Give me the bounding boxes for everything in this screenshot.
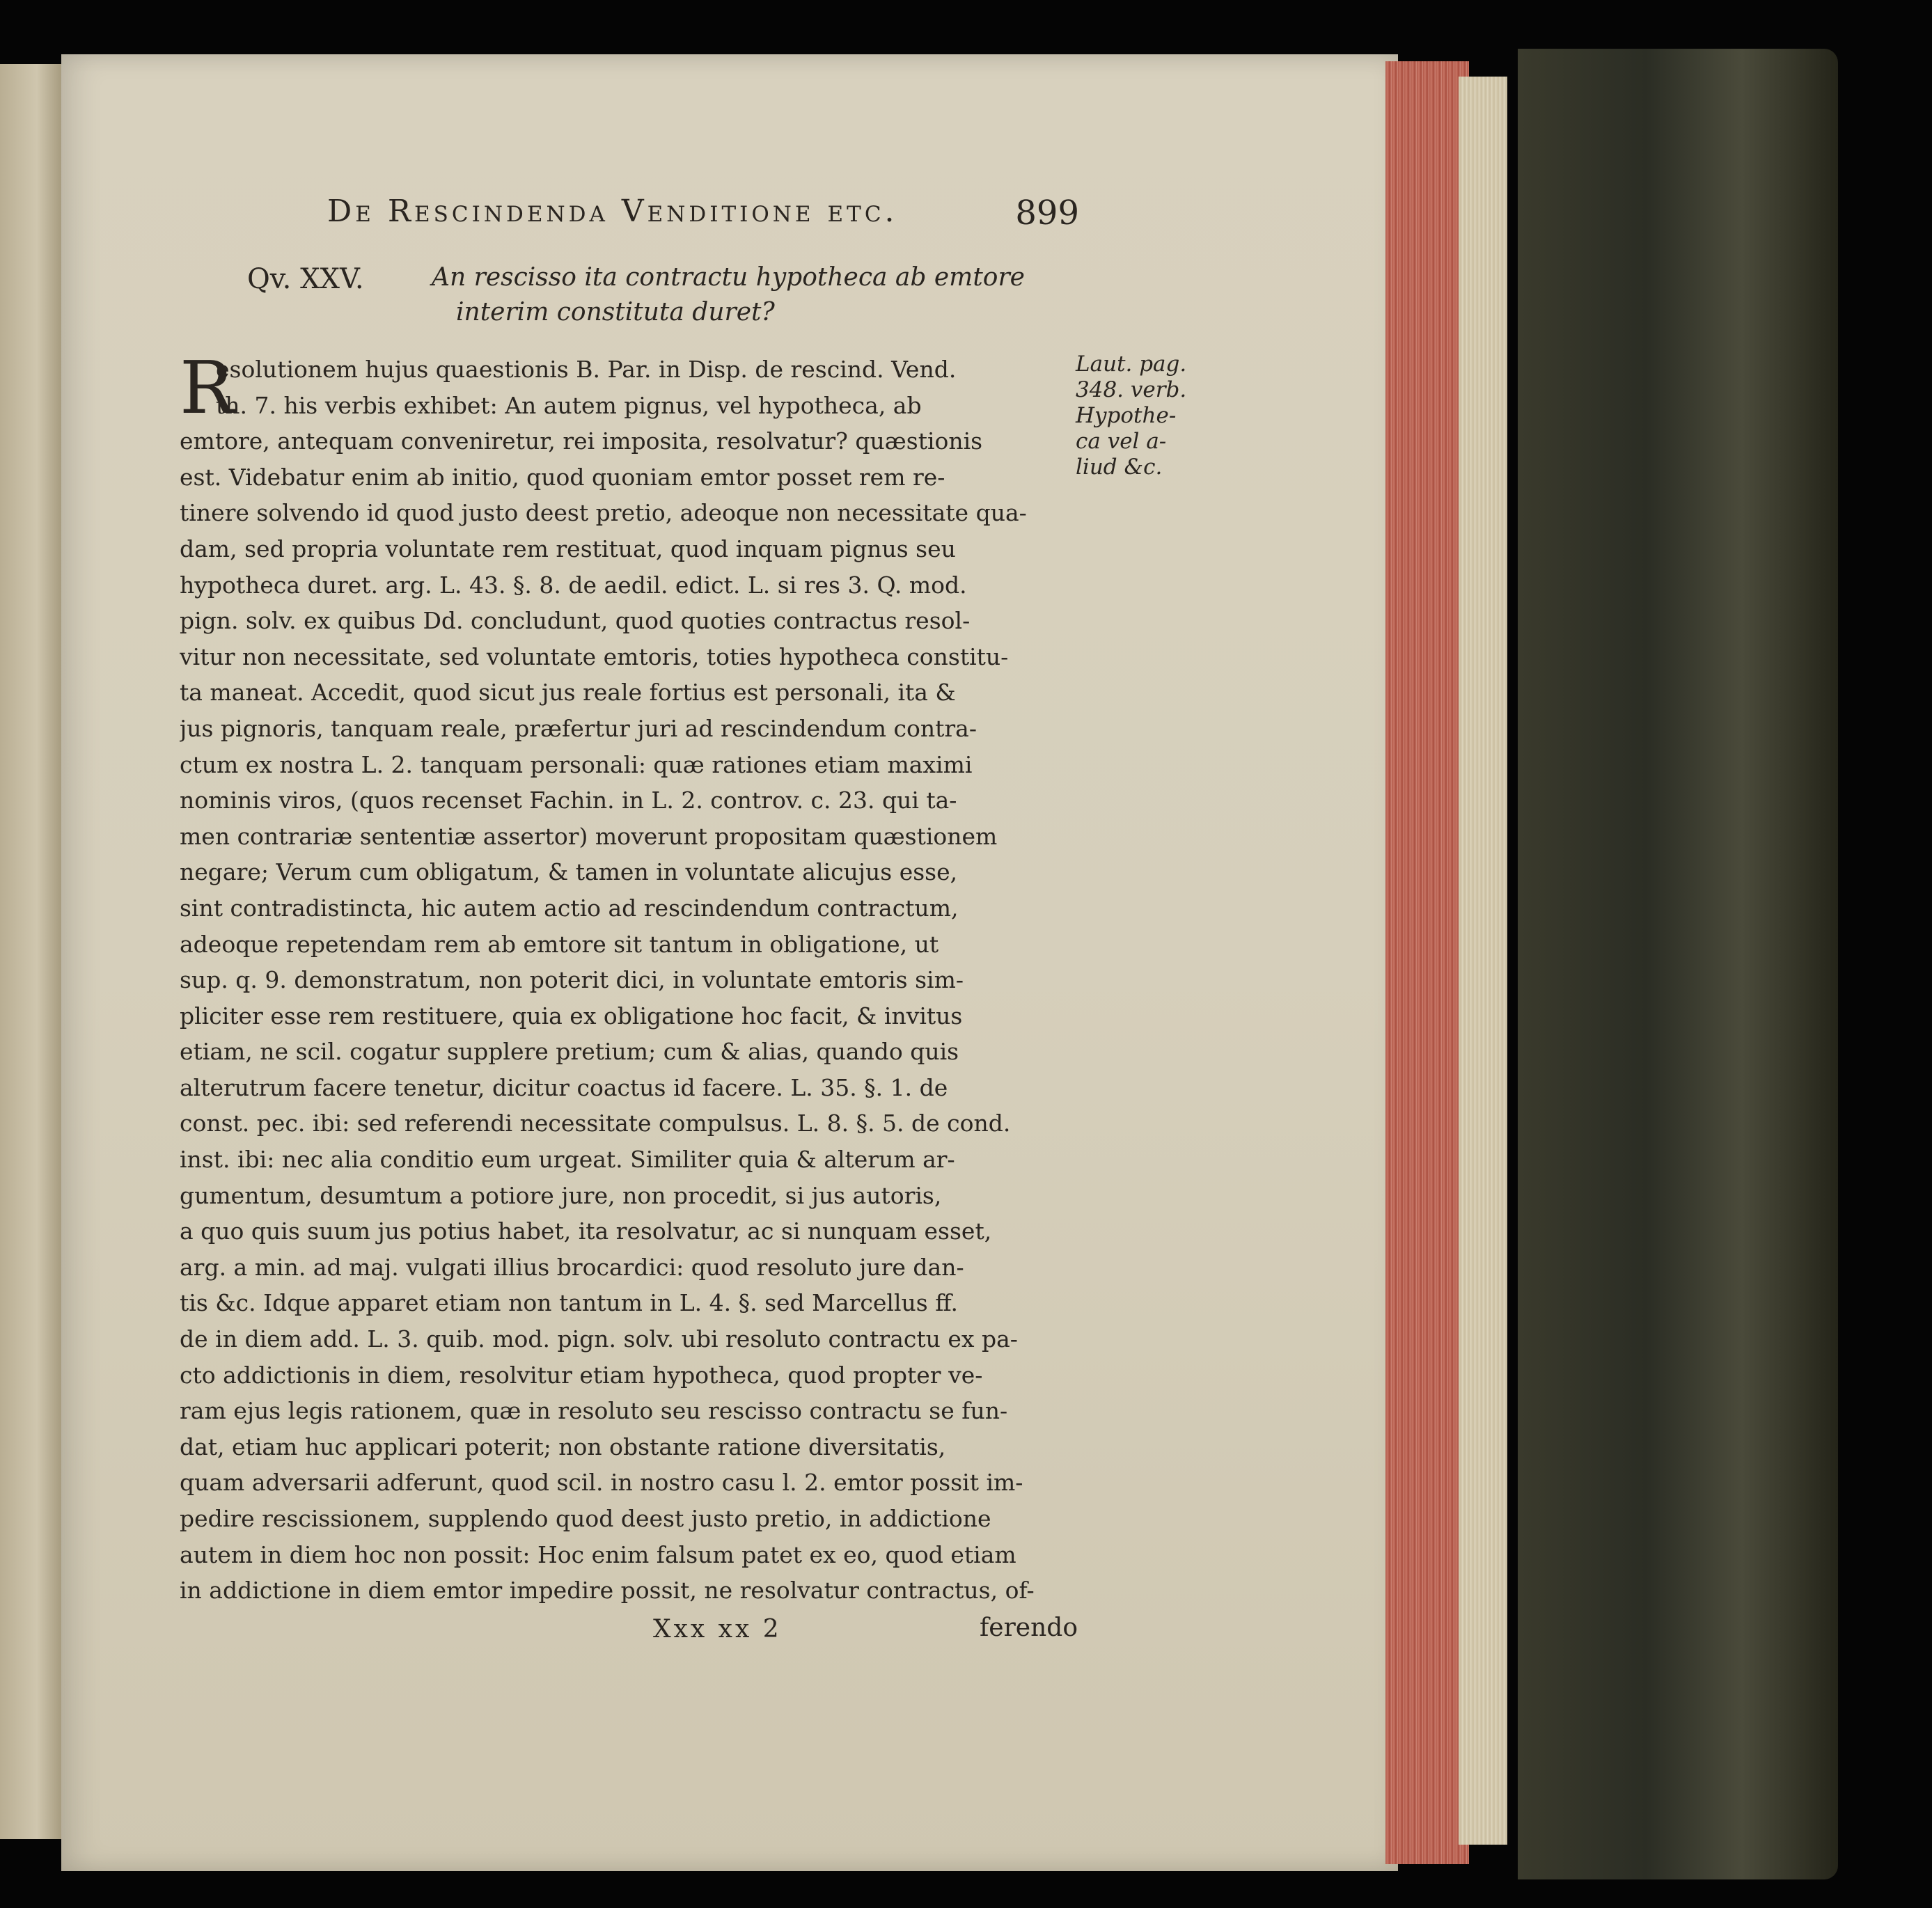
question-heading [247, 263, 1083, 340]
page-number: 899 [1015, 194, 1079, 232]
body-line: ctum ex nostra L. 2. tanquam personali: quæ rationes etiam maximi [180, 750, 973, 778]
body-line: pliciter esse rem restituere, quia ex obligatione hoc facit, & invitus [180, 1002, 963, 1030]
body-line: gumentum, desumtum a potiore jure, non procedit, si jus autoris, [180, 1181, 942, 1209]
body-line: tinere solvendo id quod justo deest pretio, adeoque non necessitate qua- [180, 499, 1027, 527]
margin-note [1076, 352, 1187, 480]
body-line: esolutionem hujus quaestionis B. Par. in Disp. de rescind. Vend. [216, 356, 957, 383]
body-line: quam adversarii adferunt, quod scil. in nostro casu l. 2. emtor possit im- [180, 1469, 1023, 1497]
body-line: de in diem add. L. 3. quib. mod. pign. solv. ubi resoluto contractu ex pa- [180, 1325, 1018, 1353]
previous-page-edge [0, 64, 61, 1839]
body-line: const. pec. ibi: sed referendi necessitate compulsus. L. 8. §. 5. de cond. [180, 1110, 1011, 1137]
page-edges-red [1385, 61, 1469, 1864]
body-line: autem in diem hoc non possit: Hoc enim falsum patet ex eo, quod etiam [180, 1540, 1016, 1568]
margin-note-line: Laut. pag. [1076, 352, 1187, 377]
body-line: sint contradistincta, hic autem actio ad rescindendum contractum, [180, 894, 959, 922]
body-line: th. 7. his verbis exhibet: An autem pignus, vel hypotheca, ab [216, 391, 922, 419]
question-number: Qv. XXV. [247, 263, 364, 295]
body-line: emtore, antequam conveniretur, rei imposita, resolvatur? quæstionis [180, 427, 983, 455]
body-line: in addictione in diem emtor impedire possit, ne resolvatur contractus, of- [180, 1577, 1035, 1605]
body-line: cto addictionis in diem, resolvitur etiam hypotheca, quod propter ve- [180, 1361, 983, 1389]
body-line: inst. ibi: nec alia conditio eum urgeat. Similiter quia & alterum ar- [180, 1146, 955, 1174]
question-title-line-1: An rescisso ita contractu hypotheca ab emtore [432, 263, 1025, 292]
body-line: alterutrum facere tenetur, dicitur coactus id facere. L. 35. §. 1. de [180, 1073, 948, 1101]
running-header [327, 194, 1079, 235]
body-line: vitur non necessitate, sed voluntate emtoris, toties hypotheca constitu- [180, 642, 1009, 670]
question-title-line-2: interim constituta duret? [456, 298, 775, 326]
body-line: est. Videbatur enim ab initio, quod quoniam emtor posset rem re- [180, 463, 945, 491]
running-title: De Rescindenda Venditione etc. [327, 194, 898, 229]
margin-note-line: liud &c. [1076, 455, 1163, 480]
body-line: men contrariæ sententiæ assertor) moverunt propositam quæstionem [180, 822, 998, 850]
body-line: dat, etiam huc applicari poterit; non obstante ratione diversitatis, [180, 1433, 946, 1460]
body-line: pedire rescissionem, supplendo quod deest justo pretio, in addictione [180, 1505, 991, 1532]
body-line: tis &c. Idque apparet etiam non tantum in L. 4. §. sed Marcellus ff. [180, 1289, 958, 1317]
body-line: arg. a min. ad maj. vulgati illius brocardici: quod resoluto jure dan- [180, 1253, 964, 1281]
book-cover-edge [1518, 49, 1838, 1879]
body-line: a quo quis suum jus potius habet, ita resolvatur, ac si nunquam esset, [180, 1217, 992, 1245]
margin-note-line: Hypothe- [1076, 403, 1177, 428]
drop-cap: R [180, 345, 235, 430]
page-footer [180, 1614, 1078, 1655]
catchword: ferendo [979, 1614, 1078, 1642]
body-line: dam, sed propria voluntate rem restituat, quod inquam pignus seu [180, 535, 956, 562]
margin-note-line: ca vel a- [1076, 429, 1167, 454]
body-line: nominis viros, (quos recenset Fachin. in L. 2. controv. c. 23. qui ta- [180, 787, 957, 814]
body-line: pign. solv. ex quibus Dd. concludunt, quod quoties contractus resol- [180, 607, 971, 635]
body-line: negare; Verum cum obligatum, & tamen in voluntate alicujus esse, [180, 858, 958, 886]
margin-note-line: 348. verb. [1076, 377, 1187, 402]
body-line: ram ejus legis rationem, quæ in resoluto seu rescisso contractu se fun- [180, 1397, 1008, 1425]
body-line: sup. q. 9. demonstratum, non poterit dici, in voluntate emtoris sim- [180, 966, 964, 994]
body-line: hypotheca duret. arg. L. 43. §. 8. de aedil. edict. L. si res 3. Q. mod. [180, 571, 967, 599]
page-edges-light [1459, 77, 1507, 1845]
body-line: etiam, ne scil. cogatur supplere pretium; cum & alias, quando quis [180, 1038, 959, 1066]
body-line: jus pignoris, tanquam reale, præfertur juri ad rescindendum contra- [180, 714, 977, 742]
body-text [180, 345, 1078, 1609]
body-line: ta maneat. Accedit, quod sicut jus reale fortius est personali, ita & [180, 679, 956, 707]
body-line: adeoque repetendam rem ab emtore sit tantum in obligatione, ut [180, 930, 939, 958]
signature-mark: Xxx xx 2 [653, 1615, 782, 1643]
